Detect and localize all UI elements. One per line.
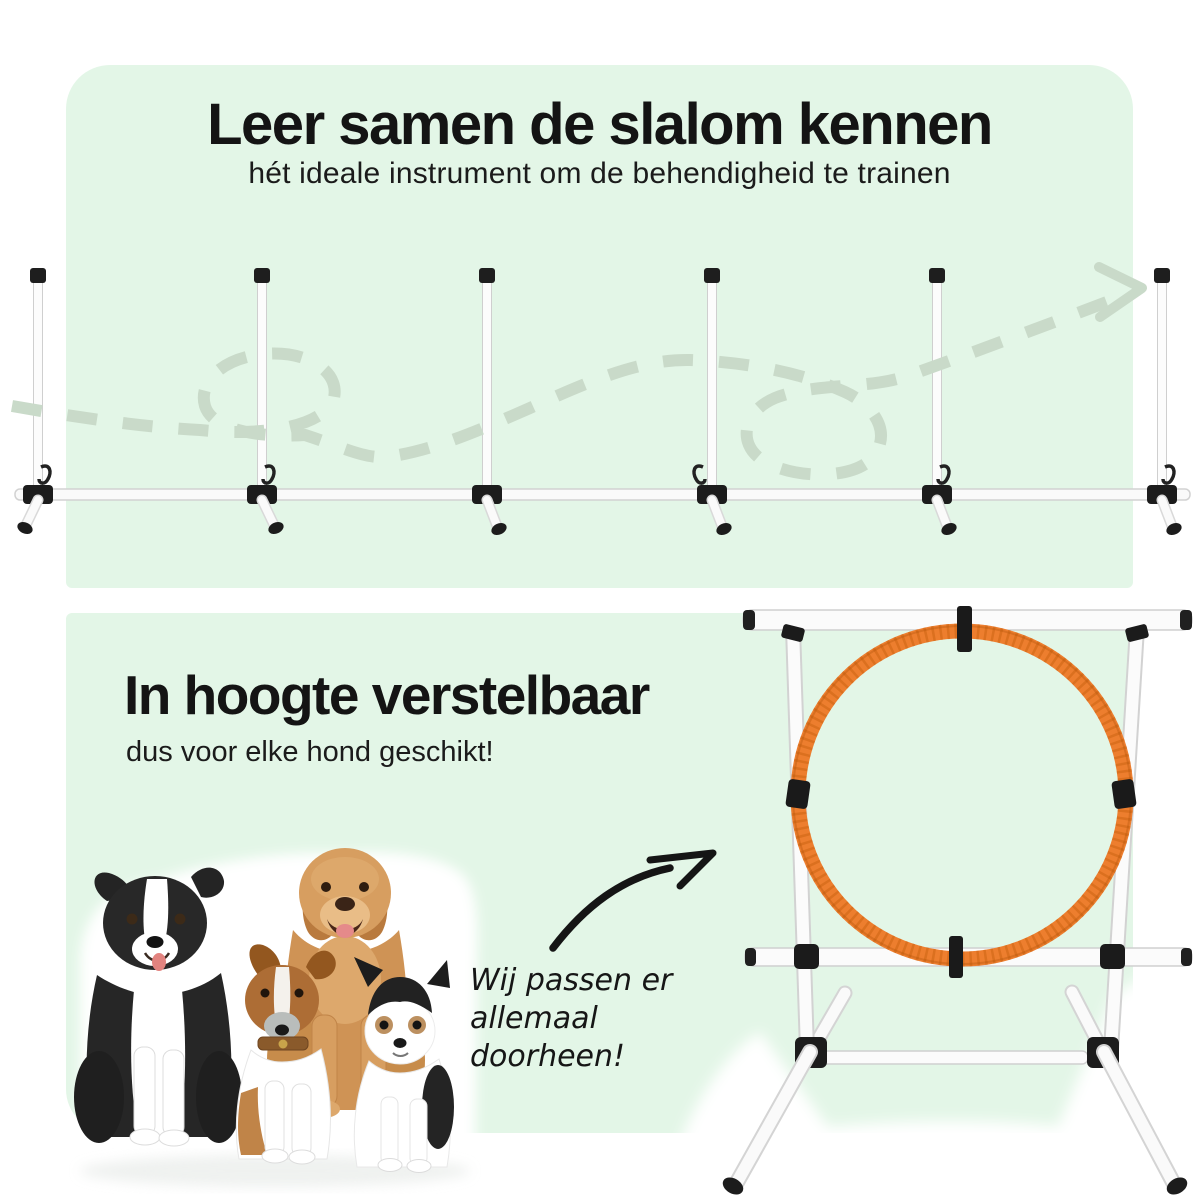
callout-line-2: allemaal doorheen! bbox=[470, 1001, 626, 1075]
slalom-illustration bbox=[0, 255, 1200, 565]
bar-fitting bbox=[794, 944, 819, 969]
bar-fitting bbox=[1100, 944, 1125, 969]
dashed-run-path bbox=[12, 295, 1125, 475]
agility-ring bbox=[793, 626, 1131, 964]
dogs-illustration bbox=[55, 835, 495, 1200]
path-arrowhead-icon bbox=[1099, 267, 1142, 317]
slalom-base-bar bbox=[15, 489, 1190, 500]
top-section-title: Leer samen de slalom kennen bbox=[207, 92, 992, 157]
bottom-section-title: In hoogte verstelbaar bbox=[124, 664, 649, 726]
top-section-subtitle: hét ideale instrument om de behendigheid te trainen bbox=[248, 157, 951, 190]
stand-bottom-bar bbox=[820, 1051, 1088, 1064]
stand-back-legs bbox=[812, 992, 1102, 1050]
handdrawn-arrow-icon bbox=[530, 830, 730, 970]
ring-clips bbox=[785, 606, 1137, 978]
callout-line-1: Wij passen er bbox=[470, 963, 673, 998]
callout-text bbox=[470, 962, 750, 1076]
pole-cap bbox=[30, 268, 46, 283]
bottom-section-subtitle: dus voor elke hond geschikt! bbox=[126, 736, 494, 768]
hoop-jump-illustration bbox=[660, 580, 1200, 1200]
